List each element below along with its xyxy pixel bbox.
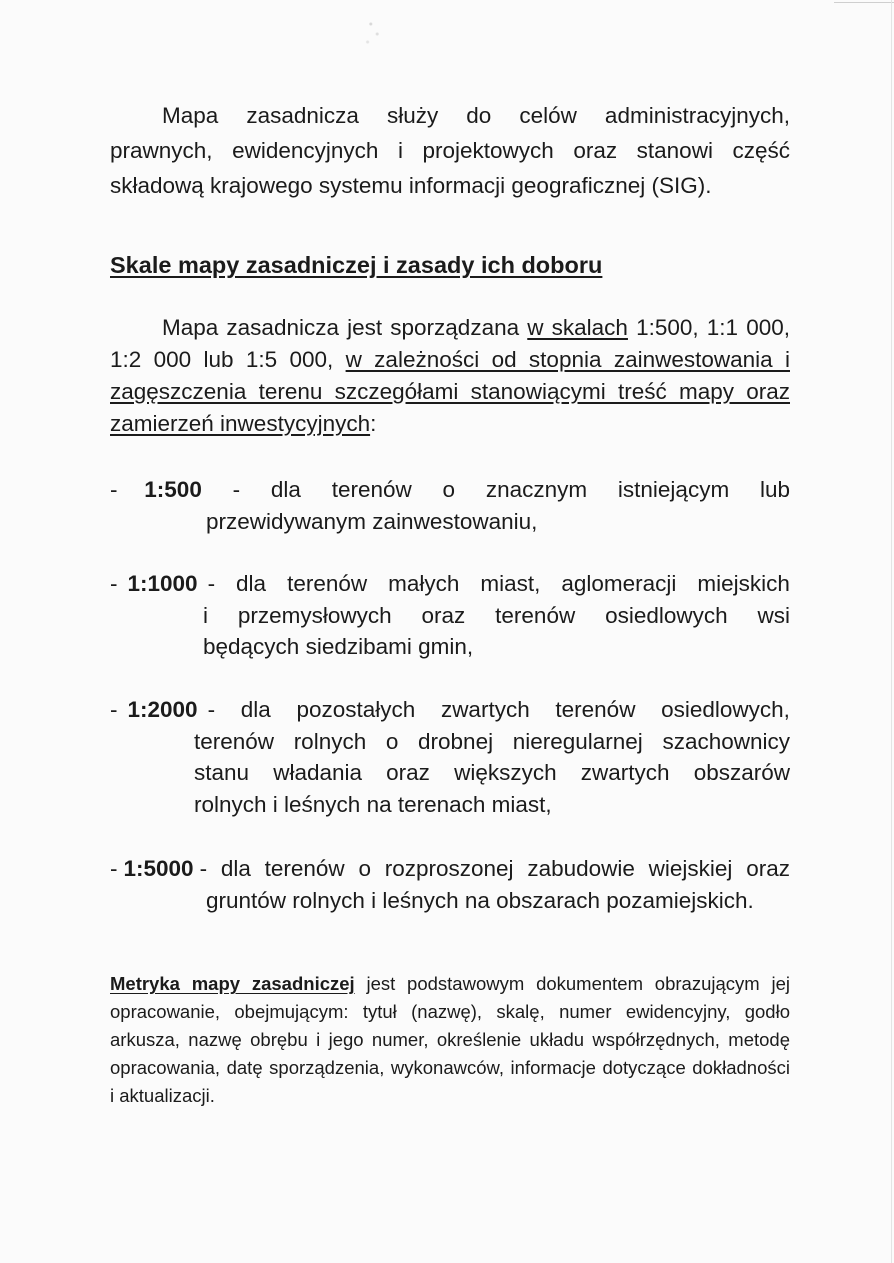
item-word: o xyxy=(358,856,371,881)
item-continuation: będących siedzibami gmin, xyxy=(203,634,474,659)
item-word: lub xyxy=(759,477,790,502)
item-scale: 1:500 xyxy=(144,477,202,502)
item-word: osiedlowych, xyxy=(661,697,790,722)
item-prefix xyxy=(110,694,215,726)
scale-item-lead xyxy=(110,694,790,726)
item-word: terenów xyxy=(555,697,636,722)
metryka-text: jest podstawowym dokumentem obrazującym jej opracowanie, obejmującym: tytuł (nazwę), skalę, numer ewidencyjny, godło arkusza, nazwę obrębu i jego numer, określenie układu współrzędnych, metodę opracowania, datę sporządzenia, wykonawców, informacje dotyczące dokładności i aktualizacji. xyxy=(110,973,790,1106)
item-word: zabudowie xyxy=(527,856,635,881)
item-word: pozostałych xyxy=(296,697,416,722)
scales-text-3: : xyxy=(370,411,377,436)
scales-text-2: 1:500, 1:1 000, 1:2 000 lub 1:5 000, xyxy=(110,315,790,372)
item-prefix xyxy=(110,568,215,600)
item-word: wiejskiej xyxy=(648,856,733,881)
intro-line-3: składową krajowego systemu informacji geograficznej (SIG). xyxy=(110,173,712,198)
item-continuation: terenów rolnych o drobnej nieregularnej szachownicy xyxy=(194,728,790,754)
item-continuation: stanu władania oraz większych zwartych obszarów xyxy=(194,760,790,785)
scale-item-lead xyxy=(110,853,790,885)
item-dash: - xyxy=(110,697,118,722)
item-continuation: przewidywanym zainwestowaniu, xyxy=(206,508,538,534)
item-word: rozproszonej xyxy=(384,856,514,881)
scale-item-lead xyxy=(110,568,790,600)
item-continuation: gruntów rolnych i leśnych na obszarach pozamiejskich. xyxy=(206,887,754,913)
metryka-paragraph xyxy=(110,970,790,1110)
item-sep: - xyxy=(207,697,216,722)
item-word: aglomeracji xyxy=(561,571,677,596)
item-word: miejskich xyxy=(697,571,790,596)
scale-item-1000 xyxy=(110,568,790,663)
scales-paragraph xyxy=(110,312,790,440)
item-word: terenów xyxy=(264,856,345,881)
item-word: miast, xyxy=(480,571,541,596)
metryka-title: Metryka mapy zasadniczej xyxy=(110,973,355,994)
item-dash: - xyxy=(110,477,118,502)
item-scale: 1:2000 xyxy=(127,697,198,722)
item-word: dla xyxy=(240,697,271,722)
intro-line-2: prawnych, ewidencyjnych i projektowych oraz stanowi część xyxy=(110,138,790,163)
scan-artifact xyxy=(358,12,390,52)
item-sep: - xyxy=(207,571,216,596)
intro-line-1: Mapa zasadnicza służy do celów administracyjnych, xyxy=(162,103,790,128)
item-word: istniejącym xyxy=(617,477,730,502)
intro-paragraph xyxy=(110,98,790,203)
item-prefix xyxy=(110,853,207,885)
item-sep: - xyxy=(199,856,208,881)
item-continuation: rolnych i leśnych na terenach miast, xyxy=(194,791,552,817)
item-word: terenów xyxy=(287,571,368,596)
page-edge-right xyxy=(891,0,892,1263)
item-word: dla xyxy=(236,571,267,596)
scale-item-2000 xyxy=(110,694,790,820)
item-word: znacznym xyxy=(485,477,588,502)
item-scale: 1:1000 xyxy=(127,571,198,596)
scale-item-lead xyxy=(110,474,790,506)
item-word: małych xyxy=(388,571,460,596)
item-word: oraz xyxy=(746,856,790,881)
scales-text-1: Mapa zasadnicza jest sporządzana xyxy=(162,315,528,340)
section-heading: Skale mapy zasadniczej i zasady ich doboru xyxy=(110,252,603,278)
item-continuation: i przemysłowych oraz terenów osiedlowych wsi xyxy=(203,602,790,628)
item-word: terenów xyxy=(331,477,412,502)
item-word: dla xyxy=(270,477,301,502)
item-dash: - xyxy=(110,571,118,596)
scales-underline-2: w zależności od stopnia zainwestowania i zagęszczenia terenu szczegółami stanowiącymi treść mapy oraz zamierzeń inwestycyjnych xyxy=(110,347,790,436)
page-edge-top xyxy=(834,2,894,3)
item-word: dla xyxy=(220,856,251,881)
item-dash: - xyxy=(110,856,118,881)
item-sep: - xyxy=(232,477,241,502)
item-word: o xyxy=(442,477,456,502)
scale-item-5000 xyxy=(110,853,790,916)
scales-underline-1: w skalach xyxy=(527,315,628,340)
item-scale: 1:5000 xyxy=(123,856,194,881)
item-word: zwartych xyxy=(440,697,530,722)
scale-item-500 xyxy=(110,474,790,537)
